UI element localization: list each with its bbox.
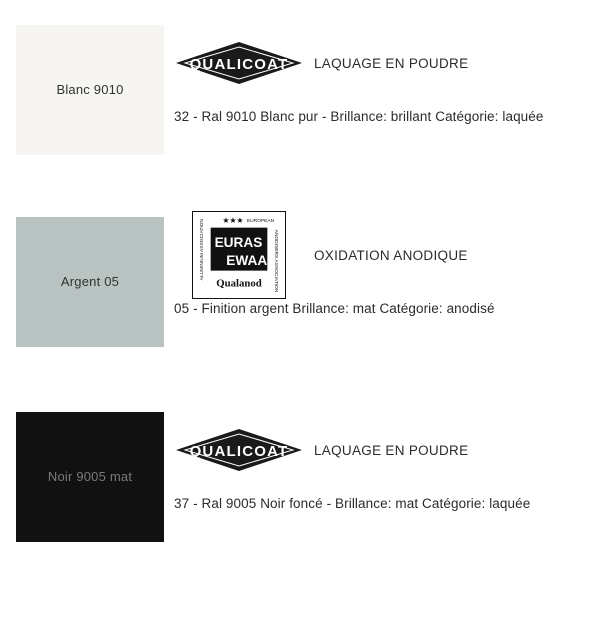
qualicoat-logo	[164, 27, 314, 99]
color-swatch-label: Argent 05	[60, 274, 120, 290]
finishes-sheet	[0, 25, 600, 625]
finish-description: 37 - Ral 9005 Noir foncé - Brillance: mat Catégorie: laquée	[174, 496, 531, 511]
qualanod-logo	[164, 215, 314, 293]
finish-row	[0, 25, 600, 155]
certification-line	[164, 412, 600, 484]
svg-text:EURAS: EURAS	[214, 235, 263, 251]
certification-line	[164, 215, 600, 293]
certification-line	[164, 25, 600, 97]
finish-details	[164, 412, 600, 542]
color-swatch[interactable]	[16, 412, 164, 542]
color-swatch[interactable]	[16, 25, 164, 155]
finish-row	[0, 217, 600, 347]
process-label: LAQUAGE EN POUDRE	[314, 442, 469, 458]
color-swatch-label: Blanc 9010	[56, 82, 124, 98]
svg-text:EWAA: EWAA	[226, 252, 268, 268]
finish-row	[0, 412, 600, 542]
svg-text:★★★: ★★★	[222, 215, 244, 225]
qualicoat-logo	[164, 414, 314, 486]
svg-text:QUALICOAT: QUALICOAT	[189, 56, 289, 73]
finish-description: 05 - Finition argent Brillance: mat Catégorie: anodisé	[174, 301, 495, 316]
color-swatch[interactable]	[16, 217, 164, 347]
finish-description: 32 - Ral 9010 Blanc pur - Brillance: brillant Catégorie: laquée	[174, 109, 544, 124]
svg-text:QUALICOAT: QUALICOAT	[189, 443, 289, 460]
finish-details	[164, 25, 600, 155]
color-swatch-label: Noir 9005 mat	[47, 469, 133, 485]
svg-text:EUROPEAN: EUROPEAN	[246, 218, 275, 224]
process-label: OXIDATION ANODIQUE	[314, 247, 468, 263]
svg-text:ANODISERS ASSOCIATION: ANODISERS ASSOCIATION	[273, 229, 279, 293]
svg-text:Qualanod: Qualanod	[216, 277, 262, 290]
svg-text:ALUMINIUM ASSOCIATION: ALUMINIUM ASSOCIATION	[199, 219, 205, 281]
finish-details	[164, 217, 600, 347]
process-label: LAQUAGE EN POUDRE	[314, 55, 469, 71]
